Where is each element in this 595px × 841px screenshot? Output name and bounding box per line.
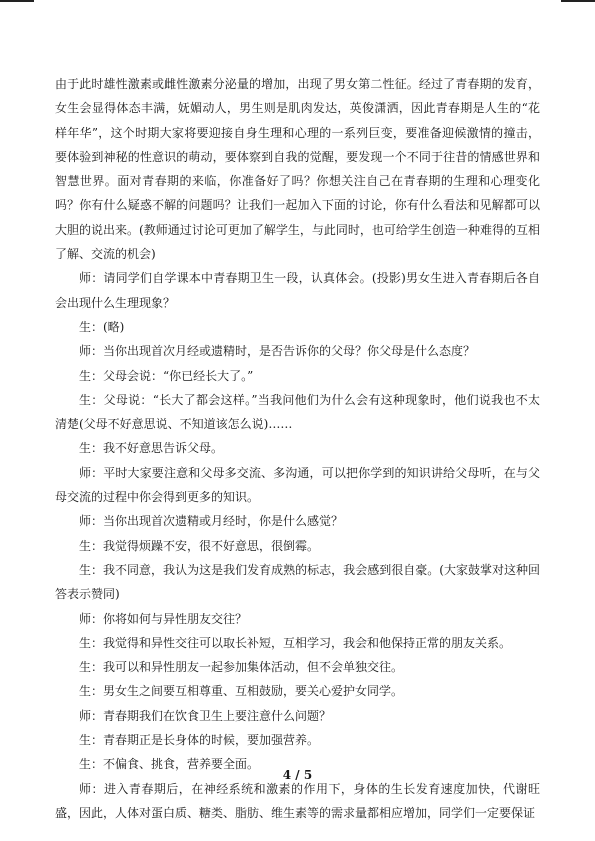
dialogue-line: 生：(略) xyxy=(79,319,125,334)
dialogue-line: 生：父母说：“长大了都会这样。”当我问他们为什么会有这种现象时，他们说我也不太清楚(父母不好意思说、不知道该怎么说)…… xyxy=(55,392,540,432)
dialogue-line: 师：当你出现首次月经或遗精时，是否告诉你的父母？你父母是什么态度？ xyxy=(79,344,476,359)
dialogue-line: 师：你将如何与异性朋友交往？ xyxy=(79,611,248,626)
dialogue-line: 生：我觉得烦躁不安，很不好意思，很倒霉。 xyxy=(79,538,320,553)
dialogue-line: 生：不偏食、挑食，营养要全面。 xyxy=(79,757,260,772)
dialogue-line: 师：当你出现首次遗精或月经时，你是什么感觉？ xyxy=(79,514,344,529)
paragraph-intro: 由于此时雄性激素或雌性激素分泌量的增加，出现了男女第二性征。经过了青春期的发育，女生会显得体态丰满，妩媚动人，男生则是肌肉发达，英俊潇洒，因此青春期是人生的“花样年华”，这个时期大家将要迎接自身生理和心理的一系列巨变，要准备迎候激情的撞击，要体验到神秘的性意识的萌动，要体察到自我的觉醒，要发现一个不同于往昔的情感世界和智慧世界。面对青春期的来临，你准备好了吗？你想关注自己在青春期的生理和心理变化吗？你有什么疑惑不解的问题吗？让我们一起加入下面的讨论，你有什么看法和见解都可以大胆的说出来。(教师通过讨论可更加了解学生，与此同时，也可给学生创造一种难得的互相了解、交流的机会) xyxy=(55,77,540,262)
page-number: 4 / 5 xyxy=(282,768,313,782)
document-body xyxy=(55,72,540,825)
top-right-edge-mark xyxy=(561,0,595,2)
dialogue-line: 师：平时大家要注意和父母多交流、多沟通，可以把你学到的知识讲给父母听，在与父母交流的过程中你会得到更多的知识。 xyxy=(55,465,540,505)
dialogue-line: 师：青春期我们在饮食卫生上要注意什么问题？ xyxy=(79,708,332,723)
dialogue-line: 师：进入青春期后，在神经系统和激素的作用下，身体的生长发育速度加快，代谢旺盛，因此，人体对蛋白质、糖类、脂肪、维生素等的需求量都相应增加，同学们一定要保证 xyxy=(55,781,540,820)
dialogue-line: 生：我觉得和异性交往可以取长补短，互相学习，我会和他保持正常的朋友关系。 xyxy=(79,635,512,650)
dialogue-line: 师：请同学们自学课本中青春期卫生一段，认真体会。(投影)男女生进入青春期后各自会出现什么生理现象？ xyxy=(55,271,540,310)
top-left-edge-mark xyxy=(0,0,34,2)
dialogue-line: 生：我不好意思告诉父母。 xyxy=(79,441,224,456)
dialogue-line: 生：父母会说：“你已经长大了。” xyxy=(79,368,254,383)
dialogue-line: 生：青春期正是长身体的时候，要加强营养。 xyxy=(79,733,320,748)
dialogue-line: 生：我可以和异性朋友一起参加集体活动，但不会单独交往。 xyxy=(79,660,404,675)
dialogue-line: 生：我不同意，我认为这是我们发育成熟的标志，我会感到很自豪。(大家鼓掌对这种回答表示赞同) xyxy=(55,562,540,602)
dialogue-line: 生：男女生之间要互相尊重、互相鼓励，要关心爱护女同学。 xyxy=(79,684,404,699)
